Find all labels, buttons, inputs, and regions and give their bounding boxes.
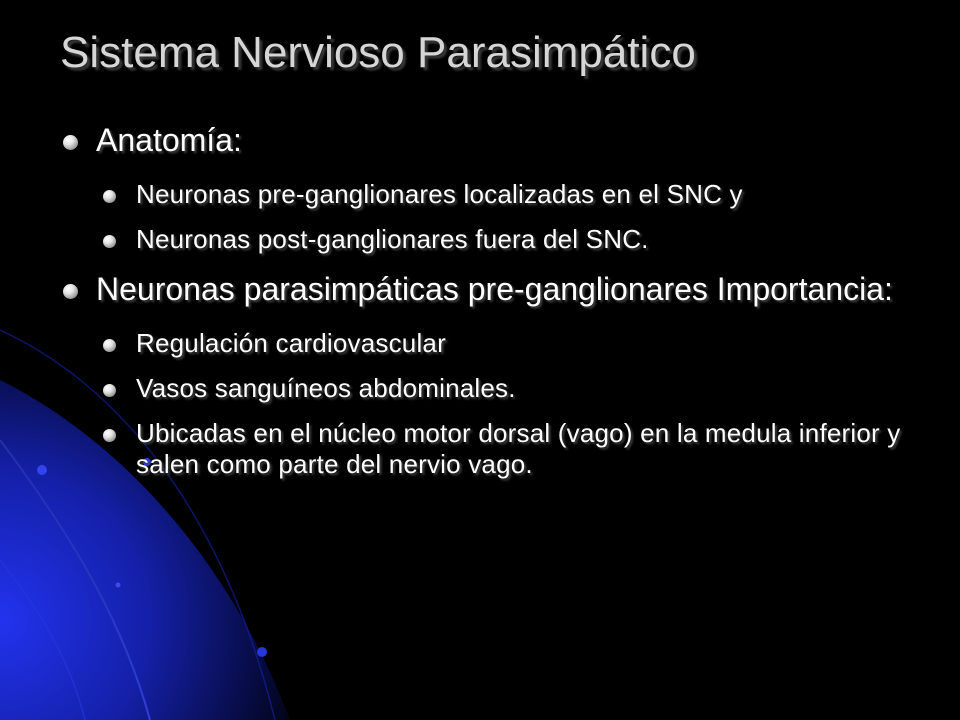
bullet-level2	[100, 224, 940, 255]
section-heading: Anatomía:	[96, 122, 242, 158]
bullet-level2	[100, 179, 940, 210]
bullet-text: Neuronas pre-ganglionares localizadas en el SNC y	[136, 179, 743, 209]
bullet-icon	[103, 384, 116, 397]
slide-content	[60, 122, 940, 480]
bullet-icon	[63, 284, 78, 299]
bullet-text: Ubicadas en el núcleo motor dorsal (vago) en la medula inferior y salen como parte del nervio vago.	[136, 418, 901, 479]
bullet-icon	[103, 339, 116, 352]
bullet-icon	[103, 429, 116, 442]
bullet-level1	[60, 122, 940, 159]
bullet-icon	[63, 135, 78, 150]
bullet-level2	[100, 418, 940, 480]
dot-decoration	[37, 465, 47, 475]
bullet-icon	[103, 190, 116, 203]
bullet-level1	[60, 271, 940, 308]
bullet-level2	[100, 328, 940, 359]
bullet-icon	[103, 235, 116, 248]
bullet-text: Vasos sanguíneos abdominales.	[136, 373, 516, 403]
section-heading: Neuronas parasimpáticas pre-ganglionares Importancia:	[96, 271, 893, 307]
slide-title: Sistema Nervioso Parasimpático	[60, 28, 696, 77]
dot-decoration	[116, 583, 121, 588]
dot-decoration	[257, 647, 267, 657]
bullet-text: Regulación cardiovascular	[136, 328, 446, 358]
bullet-level2	[100, 373, 940, 404]
bullet-text: Neuronas post-ganglionares fuera del SNC.	[136, 224, 649, 254]
